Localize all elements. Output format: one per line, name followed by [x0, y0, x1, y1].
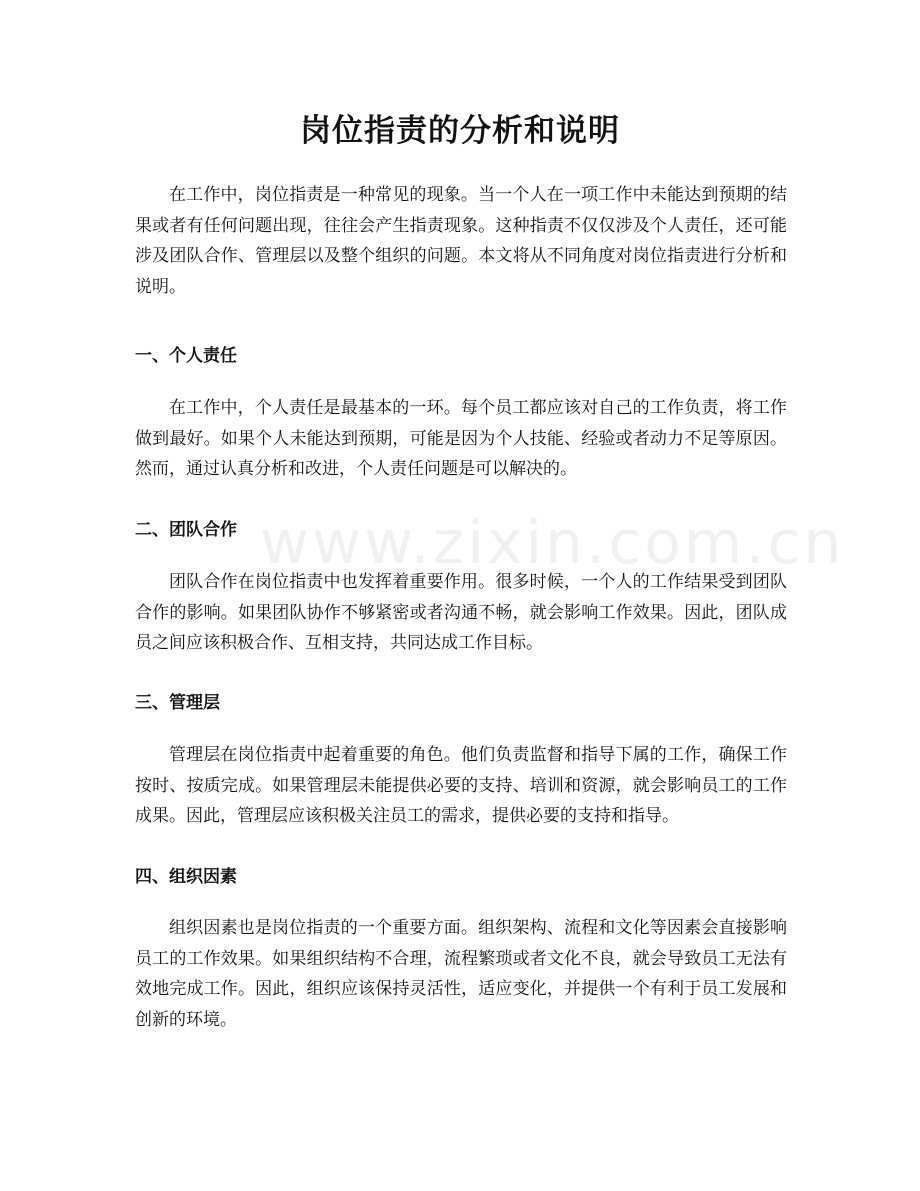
section-paragraph: 组织因素也是岗位指责的一个重要方面。组织架构、流程和文化等因素会直接影响员工的工作效果。如果组织结构不合理，流程繁琐或者文化不良，就会导致员工无法有效地完成工作。因此，组织应该保持灵活性，适应变化，并提供一个有利于员工发展和创新的环境。 [135, 918, 787, 1030]
watermark: www.zixin.com.cn [260, 508, 845, 578]
intro-block [135, 180, 787, 302]
section-management [135, 688, 787, 718]
section-organization [135, 862, 787, 892]
section-heading: 一、个人责任 [135, 346, 237, 366]
section-team-cooperation [135, 515, 787, 545]
section-paragraph: 团队合作在岗位指责中也发挥着重要作用。很多时候，一个人的工作结果受到团队合作的影响。如果团队协作不够紧密或者沟通不畅，就会影响工作效果。因此，团队成员之间应该积极合作、互相支持，共同达成工作目标。 [135, 572, 787, 653]
section-heading: 三、管理层 [135, 693, 220, 713]
section-heading: 二、团队合作 [135, 520, 237, 540]
section-heading: 四、组织因素 [135, 867, 237, 887]
section-team-cooperation-body [135, 567, 787, 659]
section-personal-responsibility [135, 341, 787, 371]
document-title: 岗位指责的分析和说明 [300, 113, 620, 149]
section-paragraph: 管理层在岗位指责中起着重要的角色。他们负责监督和指导下属的工作，确保工作按时、按质完成。如果管理层未能提供必要的支持、培训和资源，就会影响员工的工作成果。因此，管理层应该积极关注员工的需求，提供必要的支持和指导。 [135, 745, 787, 826]
section-management-body [135, 740, 787, 832]
section-paragraph: 在工作中，个人责任是最基本的一环。每个员工都应该对自己的工作负责，将工作做到最好。如果个人未能达到预期，可能是因为个人技能、经验或者动力不足等原因。然而，通过认真分析和改进，个人责任问题是可以解决的。 [135, 398, 787, 479]
intro-paragraph: 在工作中，岗位指责是一种常见的现象。当一个人在一项工作中未能达到预期的结果或者有任何问题出现，往往会产生指责现象。这种指责不仅仅涉及个人责任，还可能涉及团队合作、管理层以及整个组织的问题。本文将从不同角度对岗位指责进行分析和说明。 [135, 185, 787, 297]
section-personal-responsibility-body [135, 393, 787, 485]
section-organization-body [135, 913, 787, 1035]
